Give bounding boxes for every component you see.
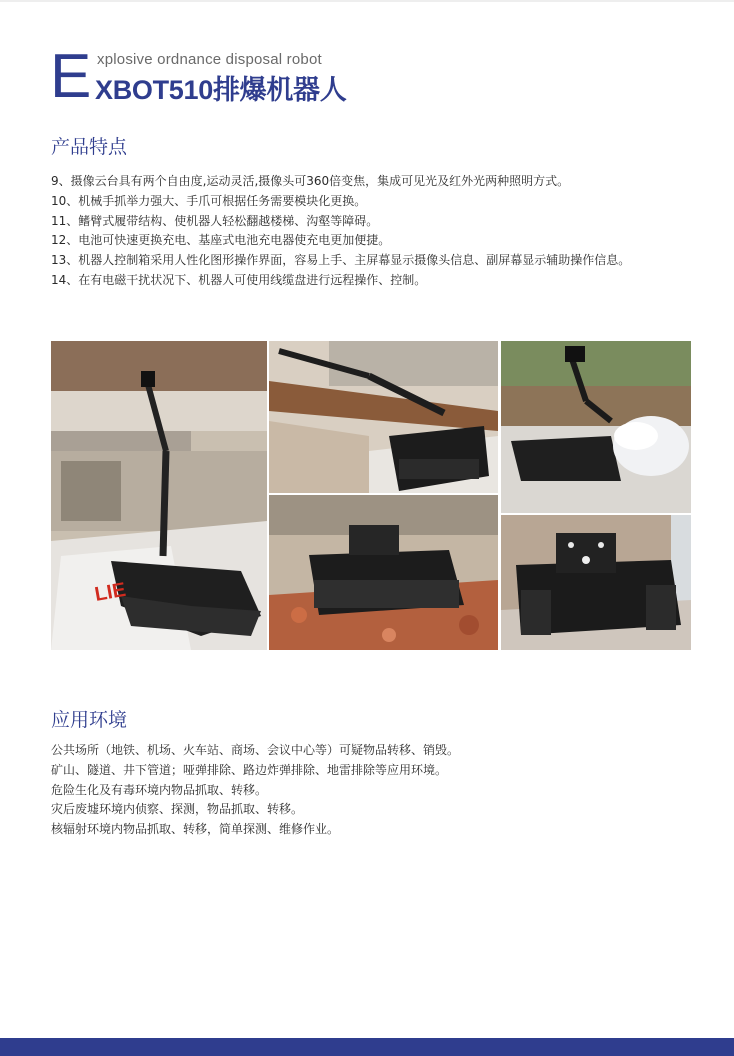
- robot-photo-spraying: [501, 341, 691, 513]
- environment-item: 核辐射环境内物品抓取、转移，简单探测、维修作业。: [51, 822, 340, 837]
- feature-item: 12、电池可快速更换充电、基座式电池充电器使充电更加便捷。: [51, 233, 391, 248]
- robot-photo-brick-debris: [269, 495, 498, 650]
- environment-item: 矿山、隧道、井下管道；哑弹排除、路边炸弹排除、地雷排除等应用环境。: [51, 762, 448, 777]
- robot-photo-arm-extended: [269, 341, 498, 493]
- environment-list: [51, 741, 459, 840]
- robot-photo-rubble-climb: [51, 341, 267, 650]
- title-initial-letter: E: [50, 42, 92, 111]
- environment-item: 危险生化及有毒环境内物品抓取、转移。: [51, 782, 268, 797]
- feature-item: 13、机器人控制箱采用人性化图形操作界面，容易上手、主屏幕显示摄像头信息、副屏幕显示辅助操作信息。: [51, 253, 631, 268]
- footer-bar: [0, 1038, 734, 1056]
- environment-heading: 应用环境: [51, 709, 128, 731]
- english-subtitle: xplosive ordnance disposal robot: [97, 51, 322, 68]
- feature-item: 10、机械手抓举力强大、手爪可根据任务需要模块化更换。: [51, 193, 367, 208]
- feature-list: [51, 172, 630, 291]
- robot-photo-front-view: [501, 515, 691, 650]
- feature-item: 11、鳍臂式履带结构、使机器人轻松翻越楼梯、沟壑等障碍。: [51, 213, 379, 228]
- features-heading: 产品特点: [51, 136, 128, 158]
- environment-item: 灾后废墟环境内侦察、探测，物品抓取、转移。: [51, 802, 304, 817]
- feature-item: 14、在有电磁干扰状况下、机器人可使用线缆盘进行远程操作、控制。: [51, 272, 427, 287]
- product-title: XBOT510排爆机器人: [95, 75, 347, 105]
- graffiti-text: LIE: [93, 578, 128, 606]
- feature-item: 9、摄像云台具有两个自由度,运动灵活,摄像头可360倍变焦，集成可见光及红外光两种照明方式。: [51, 174, 570, 188]
- environment-item: 公共场所（地铁、机场、火车站、商场、会议中心等）可疑物品转移、销毁。: [51, 743, 460, 757]
- top-rule: [0, 0, 734, 2]
